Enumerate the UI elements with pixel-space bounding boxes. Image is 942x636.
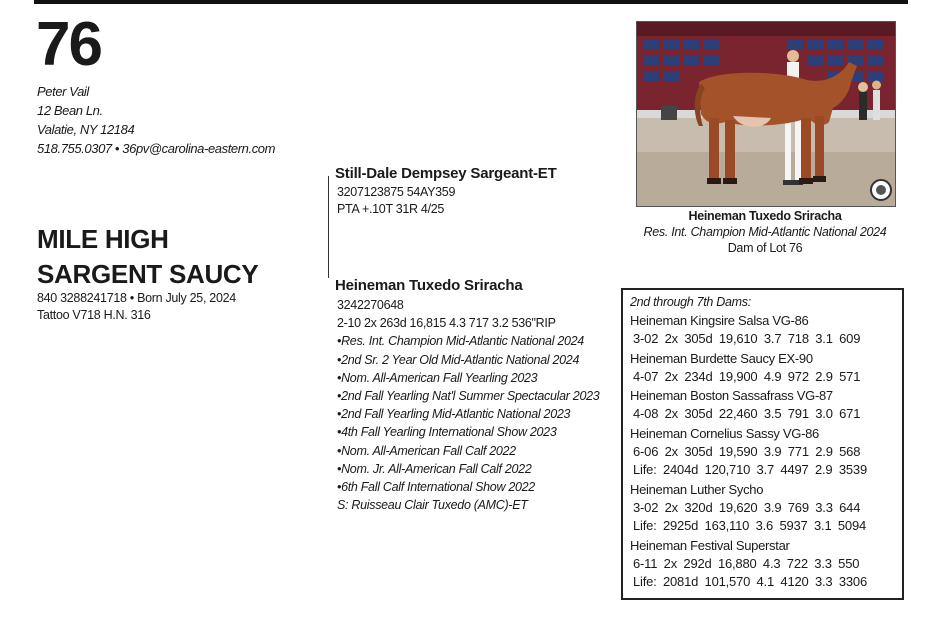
- sire-block: [335, 164, 557, 218]
- animal-name: [37, 222, 258, 292]
- dam-sire: S: Ruisseau Clair Tuxedo (AMC)-ET: [337, 498, 528, 513]
- dam-entry-lifetime: Life: 2925d 163,110 3.6 5937 3.1 5094: [633, 518, 867, 534]
- dam-entry-name: Heineman Boston Sassafrass VG-87: [630, 388, 833, 404]
- animal-tattoo: Tattoo V718 H.N. 316: [37, 308, 151, 322]
- dam-honor: •6th Fall Calf International Show 2022: [337, 480, 535, 495]
- dam-block: [335, 276, 599, 514]
- dam-entry-name: Heineman Burdette Saucy EX-90: [630, 350, 813, 366]
- dam-entry-record: 6-11 2x 292d 16,880 4.3 722 3.3 550: [633, 556, 860, 572]
- dam-honor: •Nom. All-American Fall Calf 2022: [337, 443, 516, 458]
- dam-honor: •Res. Int. Champion Mid-Atlantic National 2024: [337, 334, 584, 349]
- dam-entry-record: 3-02 2x 320d 19,620 3.9 769 3.3 644: [633, 500, 861, 516]
- dam-name: Heineman Tuxedo Sriracha: [335, 277, 523, 294]
- dam-entry-record: 4-08 2x 305d 22,460 3.5 791 3.0 671: [633, 406, 861, 422]
- dam-honor: •2nd Sr. 2 Year Old Mid-Atlantic National 2024: [337, 352, 580, 367]
- dams-box: [621, 288, 904, 600]
- owner-block: [37, 82, 275, 158]
- dam-record: 2-10 2x 263d 16,815 4.3 717 3.2 536"RIP: [337, 316, 556, 331]
- owner-name: Peter Vail: [37, 84, 89, 99]
- owner-address-line-2: Valatie, NY 12184: [37, 122, 135, 137]
- photo-caption-subtitle: Res. Int. Champion Mid-Atlantic National 2024: [643, 225, 887, 239]
- dam-photo: [636, 21, 896, 207]
- photo-caption: [636, 208, 894, 256]
- dam-honor: •2nd Fall Yearling Nat'l Summer Spectacular 2023: [337, 389, 600, 404]
- dam-entry-record: 6-06 2x 305d 19,590 3.9 771 2.9 568: [633, 444, 861, 460]
- dam-entry-name: Heineman Festival Superstar: [630, 537, 790, 553]
- dam-registration: 3242270648: [337, 298, 404, 312]
- dams-box-header: 2nd through 7th Dams:: [630, 295, 751, 309]
- dam-entry-lifetime: Life: 2081d 101,570 4.1 4120 3.3 3306: [633, 574, 867, 590]
- dam-honor: •2nd Fall Yearling Mid-Atlantic National 2023: [337, 407, 571, 422]
- owner-address-line-1: 12 Bean Ln.: [37, 103, 103, 118]
- top-rule: [34, 0, 908, 4]
- owner-contact: 518.755.0307 • 36pv@carolina-eastern.com: [37, 141, 276, 156]
- photo-caption-title: Heineman Tuxedo Sriracha: [688, 209, 842, 223]
- animal-name-line-2: SARGENT SAUCY: [37, 259, 259, 289]
- photo-caption-note: Dam of Lot 76: [727, 241, 803, 255]
- dam-entry-name: Heineman Luther Sycho: [630, 481, 764, 497]
- cow-photo-illustration: [637, 22, 895, 206]
- dam-honor: •Nom. Jr. All-American Fall Calf 2022: [337, 461, 532, 476]
- dam-honor: •4th Fall Yearling International Show 2023: [337, 425, 557, 440]
- dam-entry-record: 4-07 2x 234d 19,900 4.9 972 2.9 571: [633, 368, 861, 384]
- animal-name-line-1: MILE HIGH: [37, 224, 169, 254]
- sire-pta: PTA +.10T 31R 4/25: [337, 202, 445, 216]
- sire-name: Still-Dale Dempsey Sargeant-ET: [335, 165, 557, 182]
- dam-honor: •Nom. All-American Fall Yearling 2023: [337, 370, 538, 385]
- animal-info: [37, 290, 236, 324]
- animal-id-birth: 840 3288241718 • Born July 25, 2024: [37, 291, 236, 305]
- lot-number: 76: [36, 10, 101, 79]
- pedigree-bracket: [328, 176, 329, 278]
- dam-entry-name: Heineman Cornelius Sassy VG-86: [630, 425, 819, 441]
- sire-registration: 3207123875 54AY359: [337, 185, 456, 199]
- dam-entry-record: 3-02 2x 305d 19,610 3.7 718 3.1 609: [633, 331, 861, 347]
- dam-entry-lifetime: Life: 2404d 120,710 3.7 4497 2.9 3539: [633, 462, 867, 478]
- dam-entry-name: Heineman Kingsire Salsa VG-86: [630, 313, 809, 328]
